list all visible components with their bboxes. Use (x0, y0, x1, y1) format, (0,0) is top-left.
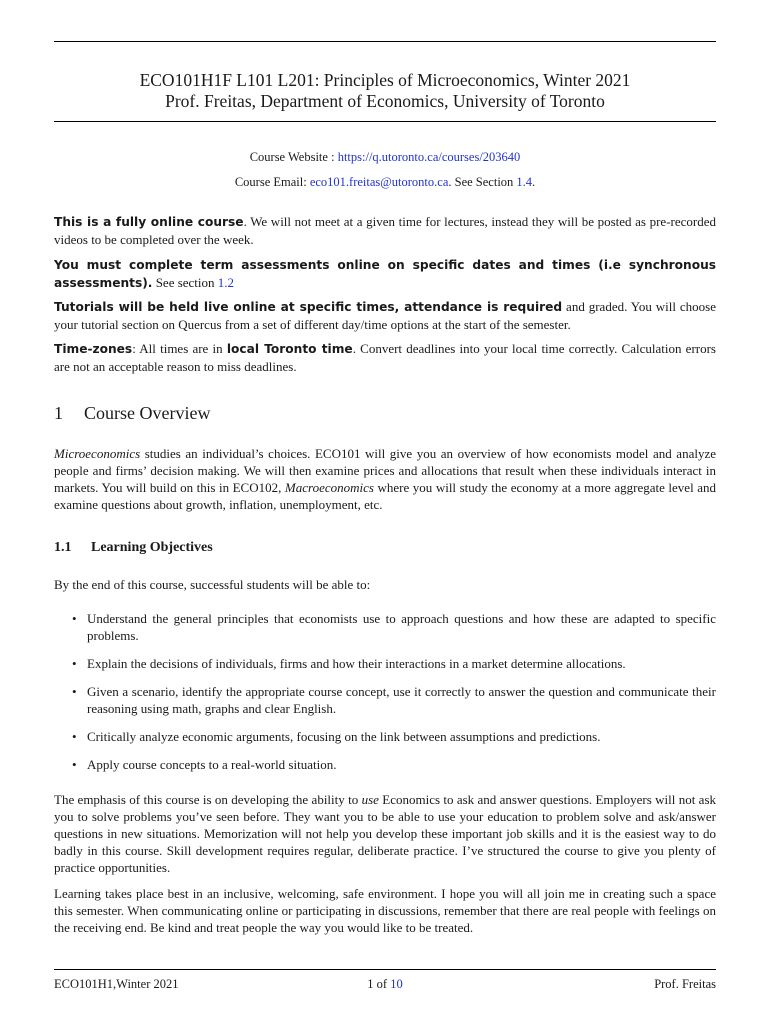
emphasis-text: Economics to ask and answer questions. Employers will not ask you to solve problems you’ve seen before. They want you to be able to use your education to problem solve and ask/answer questions in new situations. Memorization will not help you develop these important job skills and it is the easiest way to do badly in this course. Skill development requires regular, deliberate practice. I’ve structured the course to give you plenty of practice opportunities. (54, 792, 717, 875)
bullet-icon: • (72, 729, 77, 744)
bullet-icon: • (72, 757, 77, 772)
list-item (54, 756, 716, 773)
footer-author: Prof. Freitas (654, 977, 716, 991)
section-heading (54, 403, 210, 424)
course-email-end: . (532, 175, 536, 189)
list-item (54, 655, 716, 672)
bullet-icon: • (72, 611, 77, 626)
bullet-icon: • (72, 656, 77, 671)
document-page (54, 0, 716, 1024)
term-macroeconomics: Macroeconomics (284, 480, 374, 495)
page-total-link[interactable]: 10 (390, 977, 403, 991)
term-microeconomics: Microeconomics (54, 446, 141, 461)
closing-text: Learning takes place best in an inclusive, welcoming, safe environment. I hope you will all join me in creating such a space this semester. When communicating online or participating in discussions, remember that there are real people with feelings on the receiving end. Be kind and treat people the way you would like to be treated. (54, 886, 716, 935)
subsection-heading (54, 540, 213, 556)
objectives-lead (54, 576, 716, 593)
footer-rule (54, 969, 716, 970)
notice-tutorials (54, 298, 716, 333)
list-item-text: Given a scenario, identify the appropriate course concept, use it correctly to answer the question and communicate their reasoning using math, graphs and clear English. (87, 684, 716, 716)
course-email-link[interactable]: eco101.freitas@utoronto.ca (309, 175, 449, 189)
notice-bold: This is a fully online course (54, 215, 244, 229)
page-current: 1 (367, 977, 374, 991)
course-website-link[interactable]: https://q.utoronto.ca/courses/203640 (337, 150, 521, 164)
notice-bold: Time-zones (54, 342, 133, 356)
notice-text: . Convert deadlines into your local time correctly. Calculation errors are not an acceptable reason to miss deadlines. (54, 341, 716, 374)
notice-text: . We will not meet at a given time for lectures, instead they will be posted as pre-recorded videos to be completed over the week. (54, 214, 716, 247)
objectives-lead-text: By the end of this course, successful students will be able to: (54, 577, 371, 592)
title-rule (54, 121, 716, 122)
section-title: Course Overview (84, 403, 211, 423)
course-email-suffix: . See Section (448, 175, 517, 189)
course-email-label: Course Email: (234, 175, 310, 189)
notice-synchronous-assessments (54, 256, 716, 292)
notice-bold-local-time: local Toronto time (226, 342, 353, 356)
footer-course: ECO101H1,Winter 2021 (54, 977, 179, 991)
notice-text: See section (152, 275, 218, 290)
course-website-line (54, 150, 716, 165)
closing-paragraph (54, 885, 716, 936)
page-of: of (373, 977, 391, 991)
notice-text: and graded. You will choose your tutorial section on Quercus from a set of different day/time options at the start of the semester. (54, 299, 716, 332)
emphasis-text: The emphasis of this course is on developing the ability to (54, 792, 362, 807)
list-item-text: Critically analyze economic arguments, focusing on the link between assumptions and predictions. (87, 729, 601, 744)
notice-bold: You must complete term assessments online on specific dates and times (i.e synchronous assessments). (54, 258, 716, 290)
notice-text: : All times are in (132, 341, 227, 356)
bullet-icon: • (72, 684, 77, 699)
section-number: 1 (54, 403, 63, 423)
list-item (54, 610, 716, 644)
emphasis-word-use: use (361, 792, 379, 807)
notice-online-course (54, 213, 716, 248)
subsection-title: Learning Objectives (91, 540, 213, 555)
list-item-text: Explain the decisions of individuals, firms and how their interactions in a market determine allocations. (87, 656, 626, 671)
title-line-2: Prof. Freitas, Department of Economics, University of Toronto (165, 91, 605, 111)
notice-time-zones (54, 340, 716, 375)
course-email-line (54, 175, 716, 190)
intro-text: where you will study the economy at a more aggregate level and examine questions about growth, inflation, unemployment, etc. (54, 480, 716, 512)
course-website-label: Course Website : (249, 150, 338, 164)
subsection-number: 1.1 (54, 540, 72, 555)
section-intro-paragraph (54, 445, 716, 513)
emphasis-paragraph (54, 791, 716, 876)
footer-page-number (54, 977, 716, 992)
list-item-text: Apply course concepts to a real-world situation. (87, 757, 337, 772)
list-item (54, 728, 716, 745)
top-rule (54, 41, 716, 42)
title-line-1: ECO101H1F L101 L201: Principles of Microeconomics, Winter 2021 (139, 70, 631, 90)
list-item-text: Understand the general principles that economists use to approach questions and how these are adapted to specific problems. (87, 611, 716, 643)
objectives-list (54, 610, 716, 784)
section-ref-link[interactable]: 1.2 (217, 275, 235, 290)
document-title (54, 70, 716, 112)
section-ref-link[interactable]: 1.4 (516, 175, 533, 189)
list-item (54, 683, 716, 717)
intro-text: studies an individual’s choices. ECO101 will give you an overview of how economists model and analyze people and firms’ decision making. We will then examine prices and allocations that result when these individuals interact in markets. You will build on this in ECO102, (54, 446, 716, 495)
notice-bold: Tutorials will be held live online at specific times, attendance is required (54, 300, 563, 314)
